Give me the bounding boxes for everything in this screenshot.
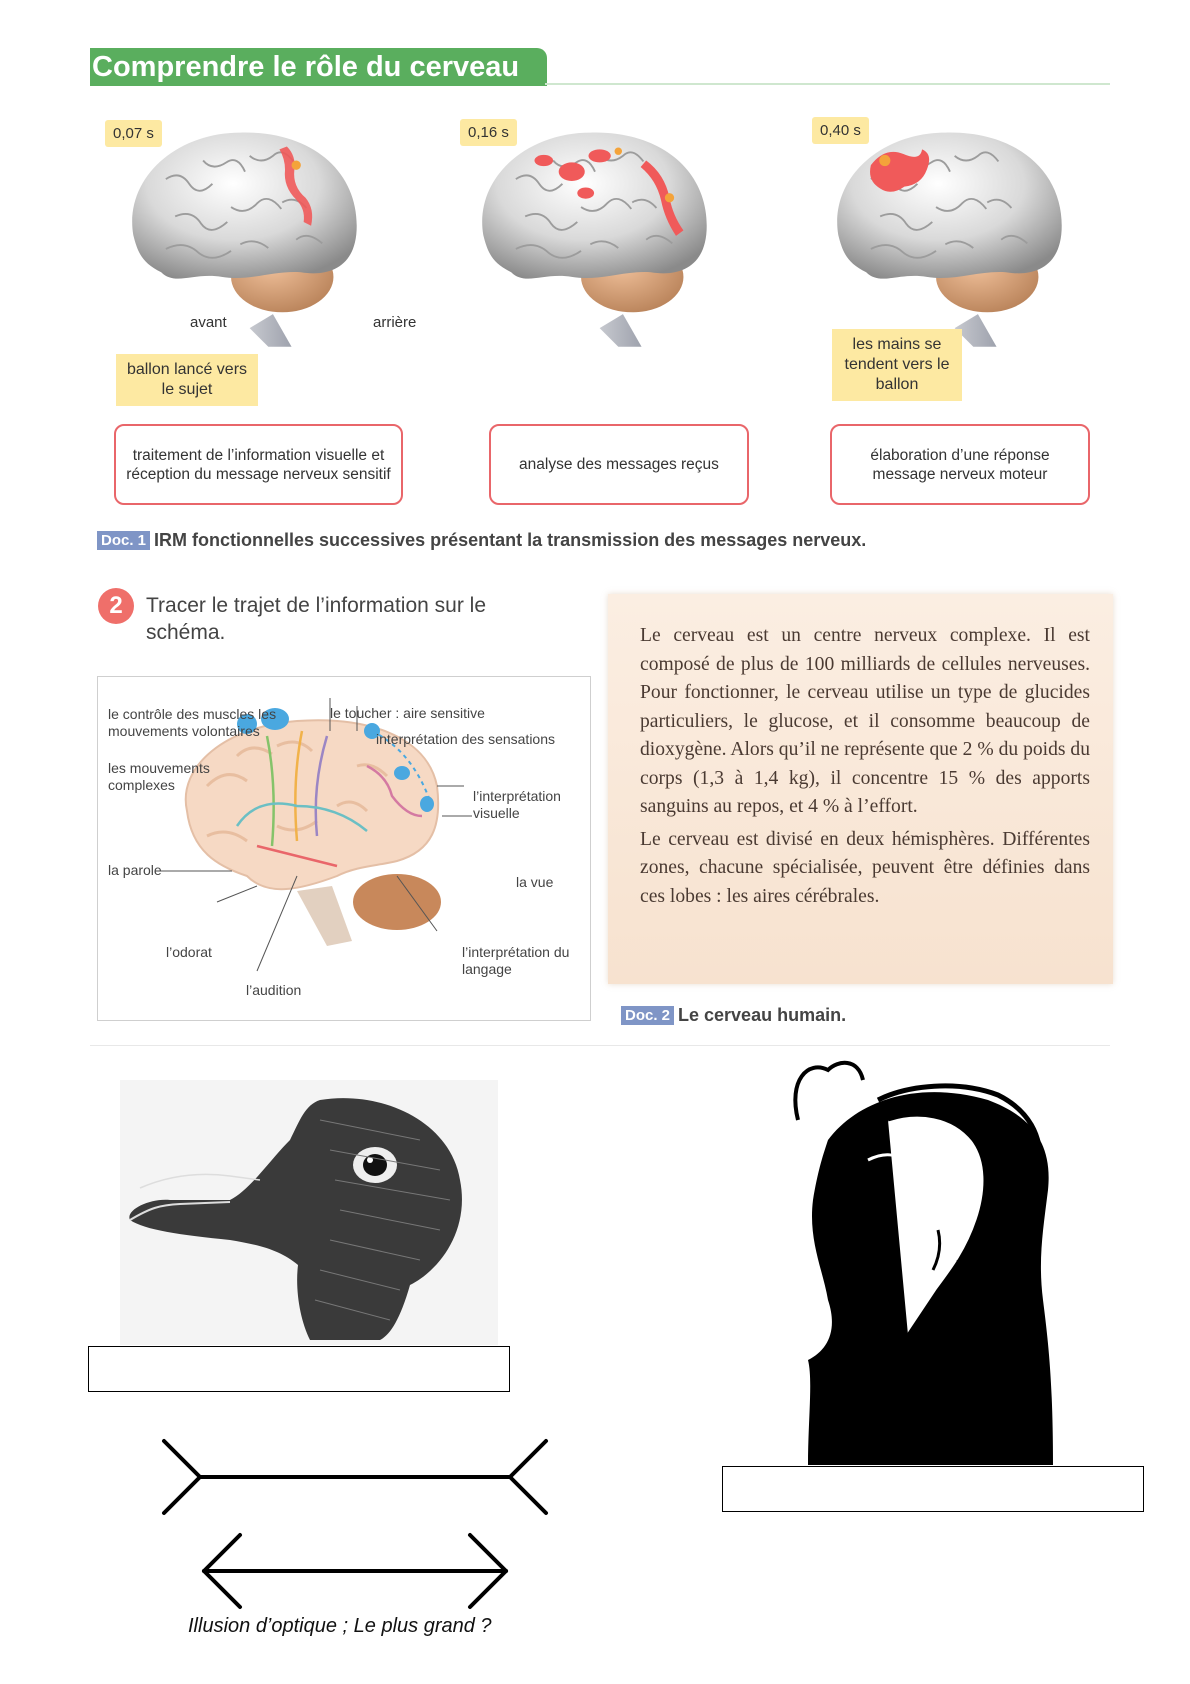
doc1-tag: Doc. 1 bbox=[97, 531, 150, 550]
label-interpretation-langage: l’interprétation du langage bbox=[462, 944, 570, 977]
label-interpretation-visuelle: l’interprétation visuelle bbox=[473, 788, 561, 821]
fmri-brain-1 bbox=[110, 110, 380, 360]
muller-lyer-illusion bbox=[160, 1435, 550, 1635]
step-box-3: élaboration d’une réponse message nerveux moteur bbox=[830, 424, 1090, 505]
time-tag-2: 0,16 s bbox=[460, 119, 517, 146]
doc2-text bbox=[640, 622, 1090, 915]
doc1-caption-row bbox=[97, 530, 866, 551]
doc2-caption-row bbox=[621, 1005, 846, 1026]
time-tag-3: 0,40 s bbox=[812, 117, 869, 144]
label-toucher: le toucher : aire sensitive bbox=[330, 705, 485, 721]
doc2-tag: Doc. 2 bbox=[621, 1006, 674, 1025]
label-vue: la vue bbox=[516, 874, 554, 890]
title-rule bbox=[545, 83, 1110, 85]
label-parole: la parole bbox=[108, 862, 162, 878]
task-number-badge: 2 bbox=[98, 588, 134, 624]
label-back: arrière bbox=[373, 314, 417, 331]
label-front: avant bbox=[190, 314, 227, 331]
fmri-brain-3 bbox=[815, 110, 1085, 360]
step-box-2: analyse des messages reçus bbox=[489, 424, 749, 505]
step-box-1: traitement de l’information visuelle et réception du message nerveux sensitif bbox=[114, 424, 403, 505]
label-odorat: l’odorat bbox=[166, 944, 212, 960]
label-interpretation-sensations: interprétation des sensations bbox=[376, 731, 555, 747]
label-mouvements-complexes: les mouvements complexes bbox=[108, 760, 210, 793]
event-start-label: ballon lancé vers le sujet bbox=[116, 354, 258, 406]
label-audition: l’audition bbox=[246, 982, 302, 998]
time-tag-1: 0,07 s bbox=[105, 120, 162, 147]
doc2-paragraph-2: Le cerveau est divisé en deux hémisphères. Différentes zones, chacune spécialisée, peuvent être définies dans ces lobes : les aires cérébrales. bbox=[640, 828, 1090, 907]
duck-rabbit-illusion-image bbox=[120, 1080, 498, 1345]
illusion-question: Illusion d’optique ; Le plus grand ? bbox=[188, 1615, 492, 1637]
event-end-label: les mains se tendent vers le ballon bbox=[832, 329, 962, 401]
old-young-woman-illusion-image bbox=[768, 1060, 1068, 1465]
task-instruction: Tracer le trajet de l’information sur le schéma. bbox=[146, 594, 487, 644]
section-divider bbox=[90, 1045, 1110, 1046]
fmri-brain-2 bbox=[460, 110, 730, 360]
duck-rabbit-answer-field[interactable] bbox=[88, 1346, 510, 1392]
page-title: Comprendre le rôle du cerveau bbox=[90, 48, 547, 86]
label-muscles: le contrôle des muscles les mouvements volontaires bbox=[108, 706, 277, 739]
doc2-paragraph-1: Le cerveau est un centre nerveux complexe. Il est composé de plus de 100 milliards de cellules nerveuses. Pour fonctionner, le cerveau utilise un type de glucides particuliers, le glucose, et il consomme beaucoup de dioxygène. Alors qu’il ne représente que 2 % du poids du corps (1,3 à 1,4 kg), il concentre 15 % des apports sanguins au repos, et 4 % à l’effort. bbox=[640, 625, 1091, 817]
doc2-caption: Le cerveau humain. bbox=[678, 1005, 847, 1025]
old-young-woman-answer-field[interactable] bbox=[722, 1466, 1144, 1512]
doc1-caption: IRM fonctionnelles successives présentant la transmission des messages nerveux. bbox=[154, 530, 867, 550]
